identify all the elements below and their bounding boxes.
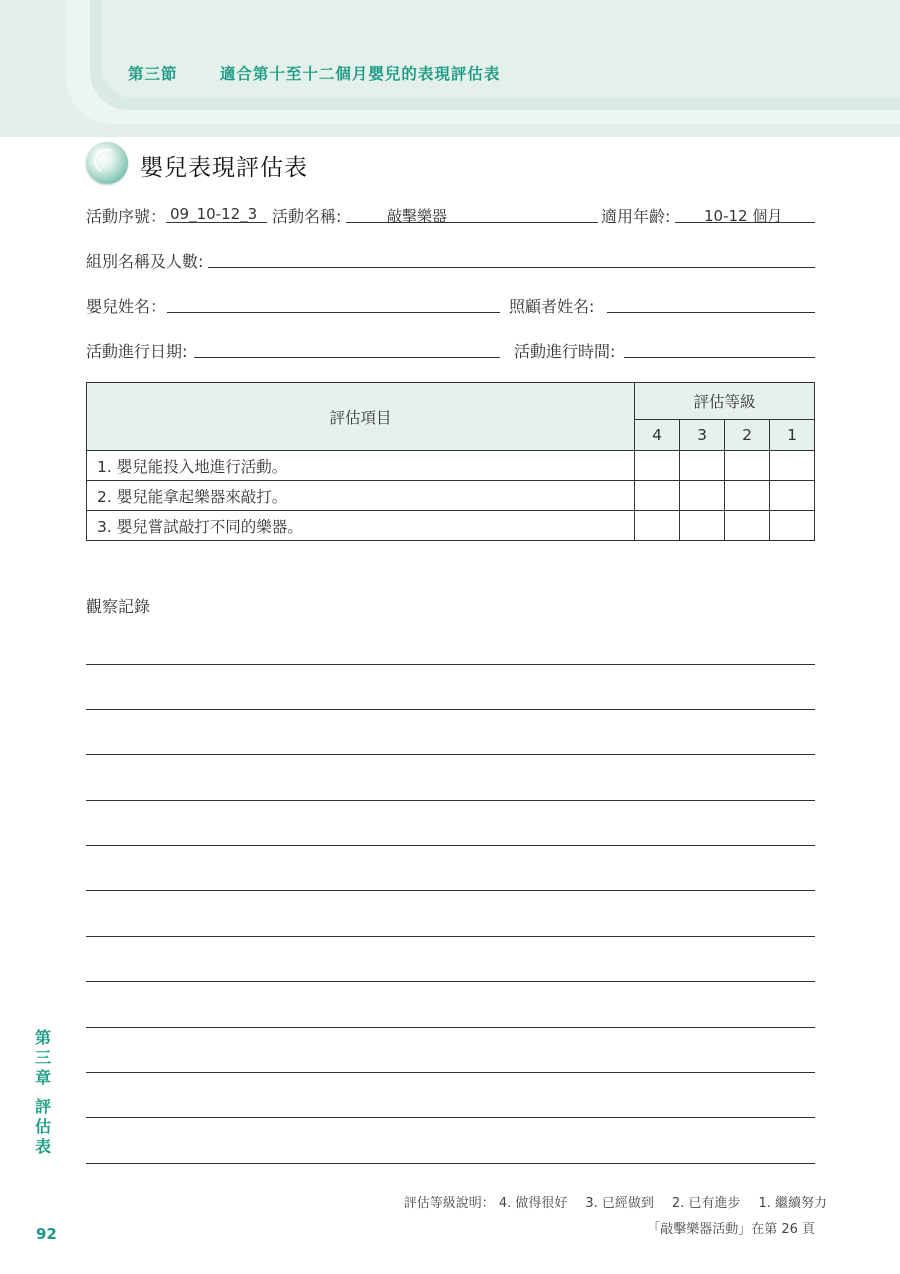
rating-cell[interactable] [635, 511, 680, 541]
date-label: 活動進行日期: [86, 342, 188, 361]
group-label: 組別名稱及人數: [86, 252, 204, 271]
activity-name-field[interactable] [346, 222, 598, 223]
side-char: 第 [34, 1028, 51, 1047]
time-field[interactable] [624, 357, 815, 358]
legend-title: 評估等級說明： [403, 1196, 495, 1211]
age-value: 10-12 個月 [704, 207, 783, 225]
side-chapter-label [33, 1028, 53, 1088]
observation-line[interactable] [86, 845, 815, 846]
carer-name-label: 照顧者姓名: [509, 297, 595, 316]
bubble-icon [86, 142, 128, 184]
observation-label: 觀察記錄 [86, 597, 151, 616]
legend-item: 4. 做得很好 [498, 1196, 568, 1211]
rating-legend [404, 1192, 827, 1211]
observation-line[interactable] [86, 800, 815, 801]
observation-line[interactable] [86, 1117, 815, 1118]
item-3: 3. 嬰兒嘗試敲打不同的樂器。 [87, 511, 635, 541]
page-title: 嬰兒表現評估表 [140, 155, 308, 181]
rating-level-4: 4 [635, 420, 680, 451]
evaluation-table [86, 382, 815, 541]
table-row [87, 451, 815, 481]
rating-cell[interactable] [680, 511, 725, 541]
observation-line[interactable] [86, 664, 815, 665]
observation-line[interactable] [86, 754, 815, 755]
observation-line[interactable] [86, 981, 815, 982]
rating-cell[interactable] [725, 481, 770, 511]
rating-cell[interactable] [680, 451, 725, 481]
section-title: 適合第十至十二個月嬰兒的表現評估表 [219, 65, 501, 83]
section-number: 第三節 [128, 65, 178, 83]
rating-cell[interactable] [635, 481, 680, 511]
observation-line[interactable] [86, 1027, 815, 1028]
rating-level-1: 1 [770, 420, 815, 451]
infant-name-label: 嬰兒姓名： [86, 297, 167, 316]
activity-reference: 「敲擊樂器活動」在第 26 頁 [647, 1222, 815, 1237]
item-header: 評估項目 [87, 383, 635, 451]
table-row [87, 511, 815, 541]
group-field[interactable] [208, 267, 815, 268]
activity-number-value: 09_10-12_3 [170, 205, 258, 223]
side-char: 評 [34, 1097, 51, 1116]
rating-level-3: 3 [680, 420, 725, 451]
page-number: 92 [36, 1225, 57, 1243]
section-header [128, 62, 500, 84]
rating-cell[interactable] [770, 451, 815, 481]
rating-cell[interactable] [635, 451, 680, 481]
legend-item: 3. 已經做到 [585, 1196, 654, 1211]
side-char: 估 [34, 1117, 51, 1136]
rating-cell[interactable] [770, 481, 815, 511]
observation-line[interactable] [86, 1072, 815, 1073]
rating-cell[interactable] [680, 481, 725, 511]
item-2: 2. 嬰兒能拿起樂器來敲打。 [87, 481, 635, 511]
rating-cell[interactable] [725, 451, 770, 481]
rating-cell[interactable] [725, 511, 770, 541]
observation-line[interactable] [86, 709, 815, 710]
time-label: 活動進行時間: [514, 342, 616, 361]
age-label: 適用年齡: [601, 207, 671, 226]
side-char: 表 [34, 1137, 51, 1156]
legend-item: 1. 繼續努力 [758, 1196, 827, 1211]
side-char: 三 [34, 1048, 51, 1067]
activity-number-label: 活動序號： [86, 207, 167, 226]
infant-name-field[interactable] [167, 312, 500, 313]
side-topic-label [33, 1097, 53, 1157]
legend-item: 2. 已有進步 [671, 1196, 741, 1211]
activity-name-value: 敲擊樂器 [387, 207, 448, 225]
side-char: 章 [34, 1068, 51, 1087]
item-1: 1. 嬰兒能投入地進行活動。 [87, 451, 635, 481]
observation-line[interactable] [86, 936, 815, 937]
date-field[interactable] [194, 357, 500, 358]
observation-line[interactable] [86, 1163, 815, 1164]
carer-name-field[interactable] [607, 312, 815, 313]
observation-line[interactable] [86, 890, 815, 891]
rating-header: 評估等級 [635, 383, 815, 420]
table-row [87, 481, 815, 511]
rating-cell[interactable] [770, 511, 815, 541]
activity-name-label: 活動名稱: [272, 207, 342, 226]
rating-level-2: 2 [725, 420, 770, 451]
